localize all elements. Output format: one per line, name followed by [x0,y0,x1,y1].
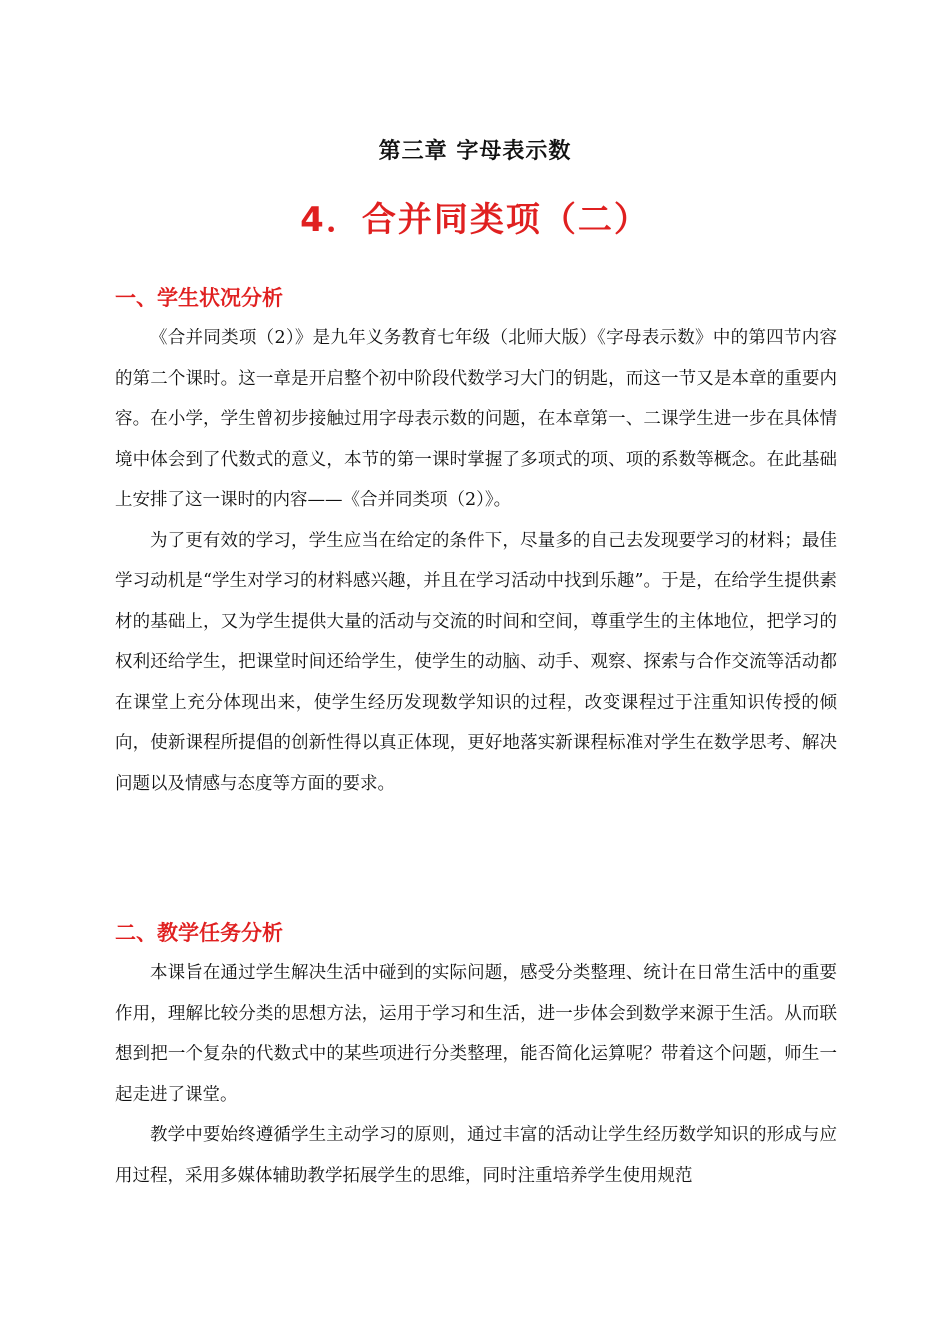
paragraph: 本课旨在通过学生解决生活中碰到的实际问题，感受分类整理、统计在日常生活中的重要作用，理解比较分类的思想方法，运用于学习和生活，进一步体会到数学来源于生活。从而联想到把一个复杂的代数式中的某些项进行分类整理，能否简化运算呢？带着这个问题，师生一起走进了课堂。 [115,963,837,1105]
section-heading: 二、教学任务分析 [115,921,283,945]
paragraph: 为了更有效的学习，学生应当在给定的条件下，尽量多的自己去发现要学习的材料；最佳学习动机是“学生对学习的材料感兴趣，并且在学习活动中找到乐趣”。于是，在给学生提供素材的基础上，又为学生提供大量的活动与交流的时间和空间，尊重学生的主体地位，把学习的权利还给学生，把课堂时间还给学生，使学生的动脑、动手、观察、探索与合作交流等活动都在课堂上充分体现出来，使学生经历发现数学知识的过程，改变课程过于注重知识传授的倾向，使新课程所提倡的创新性得以真正体现，更好地落实新课程标准对学生在数学思考、解决问题以及情感与态度等方面的要求。 [115,530,837,794]
section-student-analysis [115,278,837,804]
paragraph: 教学中要始终遵循学生主动学习的原则，通过丰富的活动让学生经历数学知识的形成与应用过程，采用多媒体辅助教学拓展学生的思维，同时注重培养学生使用规范 [115,1125,837,1186]
paragraph: 《合并同类项（2）》是九年义务教育七年级（北师大版）《字母表示数》中的第四节内容的第二个课时。这一章是开启整个初中阶段代数学习大门的钥匙，而这一节又是本章的重要内容。在小学，学生曾初步接触过用字母表示数的问题，在本章第一、二课学生进一步在具体情境中体会到了代数式的意义，本节的第一课时掌握了多项式的项、项的系数等概念。在此基础上安排了这一课时的内容——《合并同类项（2）》。 [115,328,837,510]
lesson-title: 4．合并同类项（二） [300,200,650,240]
section-teaching-task-analysis [115,913,837,1196]
section-heading: 一、学生状况分析 [115,286,283,310]
chapter-title: 第三章 字母表示数 [378,139,572,164]
